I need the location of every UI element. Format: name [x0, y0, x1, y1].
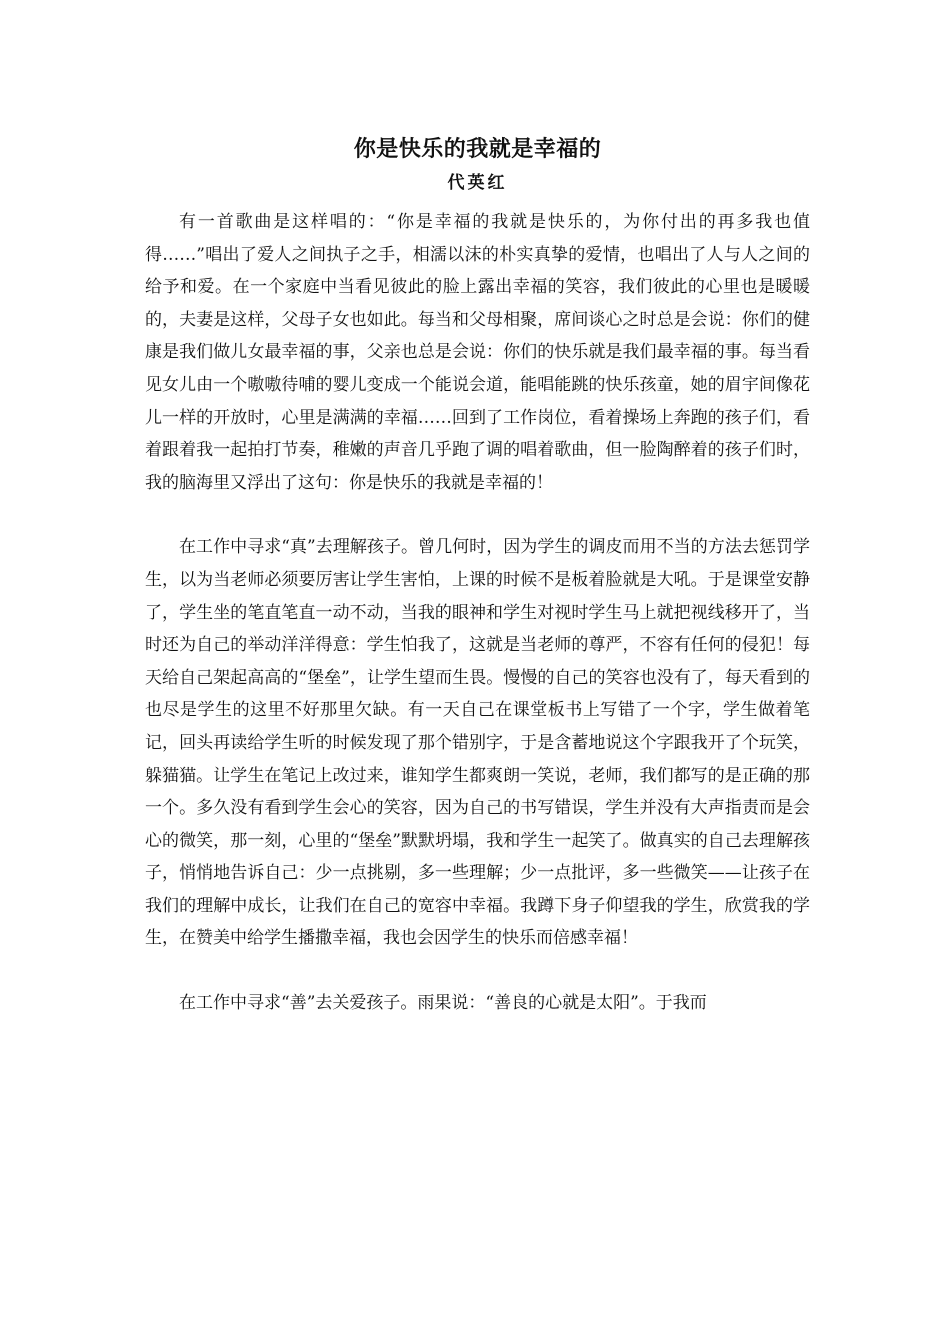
paragraph-1: 有一首歌曲是这样唱的：“你是幸福的我就是快乐的，为你付出的再多我也值得……”唱出了爱人之间执子之手，相濡以沫的朴实真挚的爱情，也唱出了人与人之间的给予和爱。在一个家庭中当看见彼此的脸上露出幸福的笑容，我们彼此的心里也是暖暖的，夫妻是这样，父母子女也如此。每当和父母相聚，席间谈心之时总是会说：你们的健康是我们做儿女最幸福的事，父亲也总是会说：你们的快乐就是我们最幸福的事。每当看见女儿由一个嗷嗷待哺的婴儿变成一个能说会道，能唱能跳的快乐孩童，她的眉宇间像花儿一样的开放时，心里是满满的幸福……回到了工作岗位，看着操场上奔跑的孩子们，看着跟着我一起拍打节奏，稚嫩的声音几乎跑了调的唱着歌曲，但一脸陶醉着的孩子们时，我的脑海里又浮出了这句：你是快乐的我就是幸福的！ — [145, 212, 810, 493]
paragraph-3: 在工作中寻求“善”去关爱孩子。雨果说：“善良的心就是太阳”。于我而 — [179, 993, 707, 1014]
paragraph-2: 在工作中寻求“真”去理解孩子。曾几何时，因为学生的调皮而用不当的方法去惩罚学生，以为当老师必须要厉害让学生害怕，上课的时候不是板着脸就是大吼。于是课堂安静了，学生坐的笔直笔直一动不动，当我的眼神和学生对视时学生马上就把视线移开了，当时还为自己的举动洋洋得意：学生怕我了，这就是当老师的尊严，不容有任何的侵犯！每天给自己架起高高的“堡垒”，让学生望而生畏。慢慢的自己的笑容也没有了，每天看到的也尽是学生的这里不好那里欠缺。有一天自己在课堂板书上写错了一个字，学生做着笔记，回头再读给学生听的时候发现了那个错别字，于是含蓄地说这个字跟我开了个玩笑，躲猫猫。让学生在笔记上改过来，谁知学生都爽朗一笑说，老师，我们都写的是正确的那一个。多久没有看到学生会心的笑容，因为自己的书写错误，学生并没有大声指责而是会心的微笑，那一刻，心里的“堡垒”默默坍塌，我和学生一起笑了。做真实的自己去理解孩子，悄悄地告诉自己：少一点挑剔，多一些理解；少一点批评，多一些微笑——让孩子在我们的理解中成长，让我们在自己的宽容中幸福。我蹲下身子仰望我的学生，欣赏我的学生，在赞美中给学生播撒幸福，我也会因学生的快乐而倍感幸福！ — [145, 537, 810, 949]
paragraph-gap — [145, 499, 810, 531]
document-title: 你是快乐的我就是幸福的 — [353, 137, 602, 162]
document-page — [145, 132, 810, 1020]
paragraph-gap — [145, 955, 810, 987]
document-author: 代英红 — [447, 173, 508, 193]
